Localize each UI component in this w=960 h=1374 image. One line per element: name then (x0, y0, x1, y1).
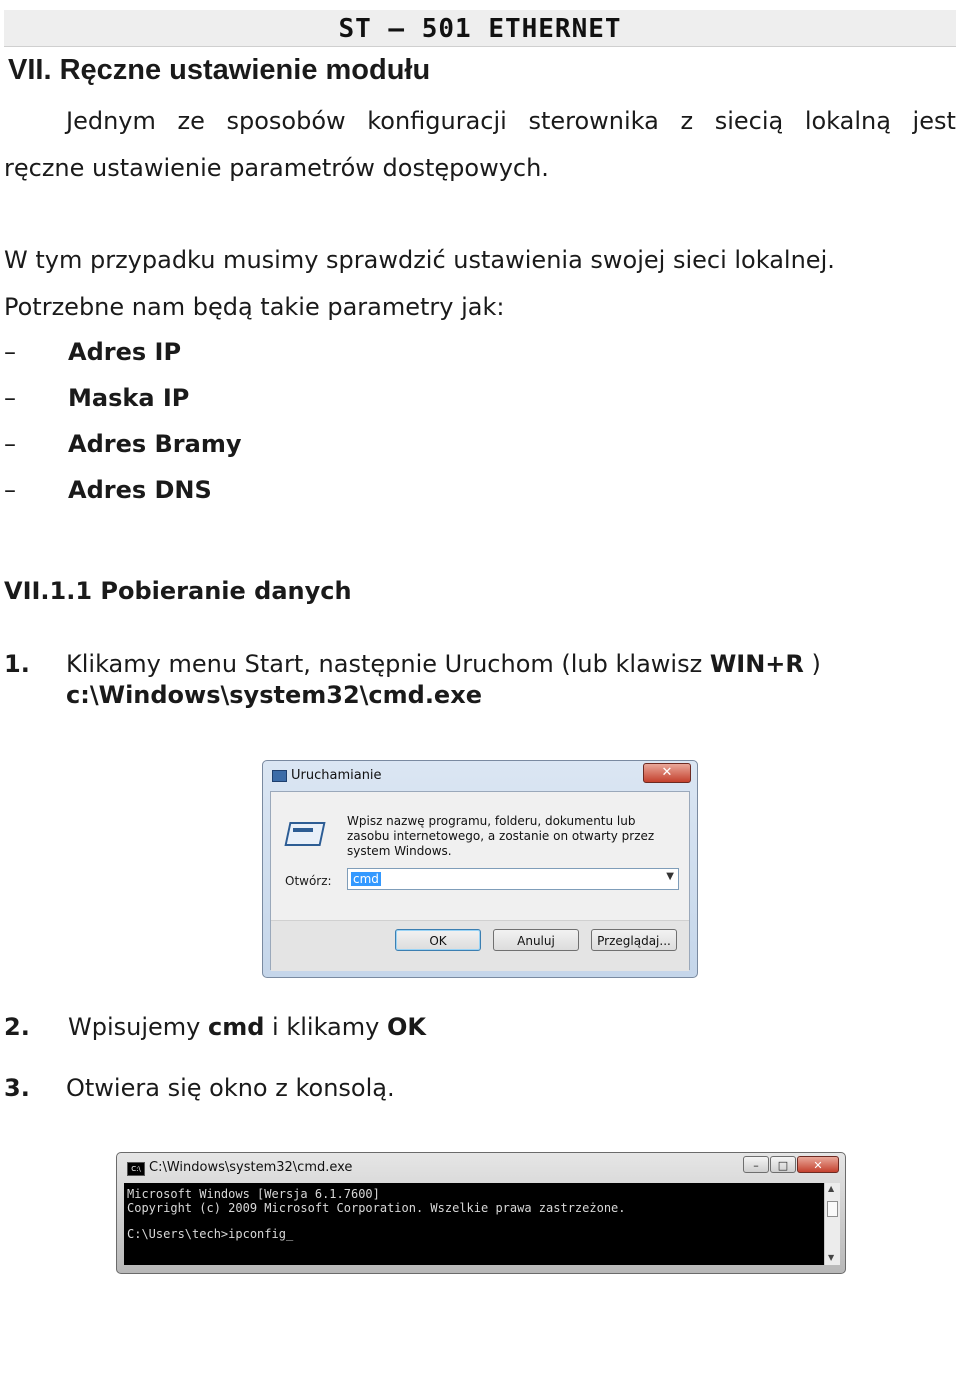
cancel-button[interactable]: Anuluj (493, 929, 579, 951)
word: Jednym (66, 107, 156, 135)
word: lokalną (804, 107, 891, 135)
intro-line-1 (66, 106, 956, 136)
minimize-button[interactable]: – (743, 1156, 769, 1173)
console-line: Microsoft Windows [Wersja 6.1.7600] (127, 1187, 380, 1201)
section-title: VII. Ręczne ustawienie modułu (8, 54, 431, 86)
open-input-value: cmd (353, 872, 379, 886)
word: siecią (714, 107, 784, 135)
cmd-window (116, 1152, 846, 1274)
step-1-number: 1. (4, 650, 30, 678)
list-dash: – (4, 338, 16, 366)
step-1-close-paren: ) (803, 650, 821, 678)
header-title: ST – 501 ETHERNET (338, 14, 622, 44)
chevron-down-icon[interactable]: ▼ (666, 871, 674, 882)
subsection-title: VII.1.1 Pobieranie danych (4, 577, 352, 605)
list-item-maska-ip: Maska IP (68, 384, 190, 412)
cmd-icon: C:\ (127, 1162, 145, 1176)
cmd-path: c:\Windows\system32\cmd.exe (66, 681, 482, 709)
word: sterownika (528, 107, 659, 135)
word: konfiguracji (367, 107, 507, 135)
intro-line-2: ręczne ustawienie parametrów dostępowych. (4, 154, 549, 182)
step-1-text (66, 649, 821, 679)
console-output[interactable] (124, 1183, 824, 1265)
word: jest (912, 107, 956, 135)
params-line-1: W tym przypadku musimy sprawdzić ustawienia swojej sieci lokalnej. (4, 246, 835, 274)
key-combo: WIN+R (709, 650, 804, 678)
params-line-2: Potrzebne nam będą takie parametry jak: (4, 293, 505, 321)
step-3-number: 3. (4, 1074, 30, 1102)
run-program-icon (284, 822, 325, 846)
step-2-cmd: cmd (208, 1013, 265, 1041)
browse-button[interactable]: Przeglądaj... (591, 929, 677, 951)
list-item-adres-ip: Adres IP (68, 338, 182, 366)
run-dialog-body (270, 791, 690, 970)
run-description: Wpisz nazwę programu, folderu, dokumentu lub zasobu internetowego, a zostanie on otwarty przez system Windows. (347, 814, 655, 858)
step-3-text: Otwiera się okno z konsolą. (66, 1074, 395, 1102)
close-button[interactable]: ✕ (797, 1156, 839, 1173)
word: sposobów (226, 107, 346, 135)
ok-button[interactable]: OK (395, 929, 481, 951)
step-2-text (68, 1012, 426, 1042)
scroll-up-icon[interactable]: ▲ (828, 1184, 835, 1193)
list-item-adres-bramy: Adres Bramy (68, 430, 242, 458)
console-prompt: C:\Users\tech>ipconfig_ (127, 1227, 294, 1241)
list-dash: – (4, 430, 16, 458)
run-dialog (262, 760, 698, 978)
run-window-icon (272, 770, 287, 782)
word: ze (177, 107, 205, 135)
step-2-mid: i klikamy (264, 1013, 387, 1041)
scroll-down-icon[interactable]: ▼ (828, 1253, 835, 1262)
word: z (680, 107, 694, 135)
maximize-button[interactable]: □ (770, 1156, 796, 1173)
step-2-ok: OK (386, 1013, 426, 1041)
step-1-sentence: Klikamy menu Start, następnie Uruchom (lub klawisz (66, 650, 710, 678)
list-dash: – (4, 384, 16, 412)
list-dash: – (4, 476, 16, 504)
close-button[interactable]: ✕ (643, 763, 691, 783)
console-line: Copyright (c) 2009 Microsoft Corporation. Wszelkie prawa zastrzeżone. (127, 1201, 626, 1215)
open-label: Otwórz: (285, 874, 332, 888)
cmd-window-title: C:\Windows\system32\cmd.exe (149, 1160, 353, 1175)
run-dialog-title: Uruchamianie (291, 768, 382, 783)
list-item-adres-dns: Adres DNS (68, 476, 212, 504)
scroll-thumb[interactable] (827, 1201, 838, 1217)
step-2-pre: Wpisujemy (68, 1013, 208, 1041)
open-input[interactable] (347, 868, 679, 890)
run-program-icon-detail (293, 828, 313, 832)
scrollbar[interactable] (824, 1183, 840, 1265)
step-2-number: 2. (4, 1013, 30, 1041)
